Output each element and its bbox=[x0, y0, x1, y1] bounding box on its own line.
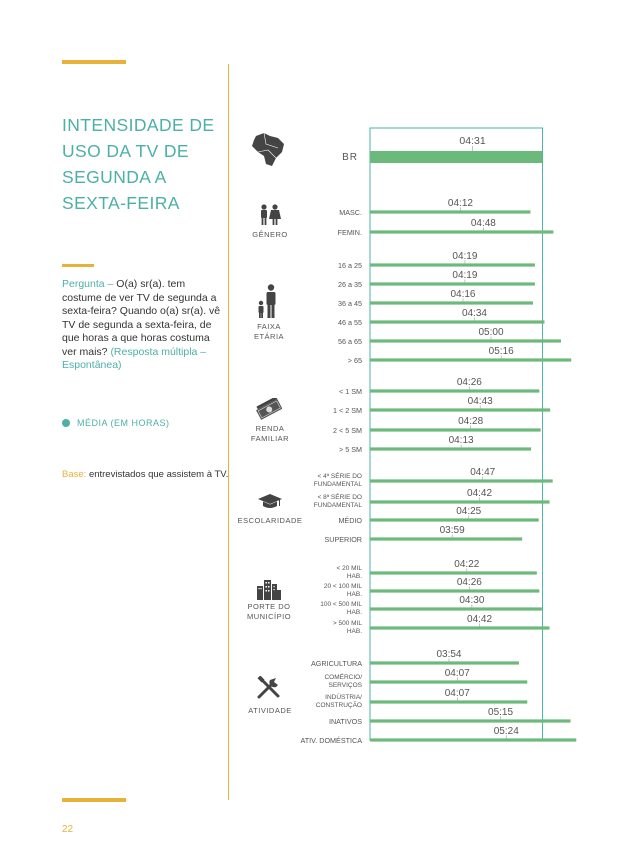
value-label-8: 05:16 bbox=[488, 346, 514, 357]
bar-12 bbox=[370, 447, 531, 450]
bar-14 bbox=[370, 500, 550, 503]
value-label-23: 04:07 bbox=[444, 688, 470, 699]
group-label-renda: RENDA FAMILIAR bbox=[250, 424, 290, 443]
category-label-1: MASC. bbox=[339, 208, 362, 217]
question-label: Pergunta – bbox=[62, 278, 114, 290]
bar-6 bbox=[370, 320, 544, 323]
value-label-20: 04:42 bbox=[467, 614, 493, 625]
group-label-porte: PORTE DO MUNICÍPIO bbox=[246, 602, 292, 621]
category-label-24: INATIVOS bbox=[328, 717, 362, 726]
bar-10 bbox=[370, 408, 550, 411]
category-label-7: 56 a 65 bbox=[338, 337, 362, 346]
bar-1 bbox=[370, 210, 530, 213]
page-title: INTENSIDADE DE USO DA TV DE SEGUNDA A SEXTA-FEIRA bbox=[62, 115, 215, 213]
bar-16 bbox=[370, 537, 522, 540]
category-label-12: > 5 SM bbox=[339, 445, 362, 454]
bar-18 bbox=[370, 589, 539, 592]
category-label-10: 1 < 2 SM bbox=[333, 406, 362, 415]
bar-2 bbox=[370, 230, 553, 233]
value-label-16: 03:59 bbox=[439, 525, 465, 536]
bar-7 bbox=[370, 339, 561, 342]
category-label-17: < 20 MIL HAB. bbox=[336, 565, 362, 580]
group-label-escolaridade: ESCOLARIDADE bbox=[237, 516, 303, 525]
category-label-8: > 65 bbox=[347, 356, 362, 365]
value-label-24: 05:15 bbox=[488, 707, 514, 718]
bar-9 bbox=[370, 389, 539, 392]
category-label-3: 16 a 25 bbox=[338, 261, 362, 270]
bar-8 bbox=[370, 358, 571, 361]
value-label-15: 04:25 bbox=[456, 506, 482, 517]
category-label-13: < 4ª SÉRIE DO FUNDAMENTAL bbox=[313, 473, 362, 488]
category-label-23: INDÚSTRIA/ CONSTRUÇÃO bbox=[315, 694, 362, 709]
value-label-9: 04:26 bbox=[456, 377, 482, 388]
value-label-2: 04:48 bbox=[470, 218, 496, 229]
value-label-12: 04:13 bbox=[448, 435, 474, 446]
value-label-7: 05:00 bbox=[478, 327, 504, 338]
bar-17 bbox=[370, 571, 537, 574]
question-body: O(a) sr(a). tem costume de ver TV de segunda a sexta-feira? Quando o(a) sr(a). vê TV de segunda a sexta-feira, de que horas a que horas costuma ver mais? bbox=[62, 278, 221, 358]
group-label-faixa: FAIXA ETÁRIA bbox=[253, 322, 285, 341]
value-label-22: 04:07 bbox=[444, 668, 470, 679]
page-number: 22 bbox=[62, 824, 74, 835]
category-label-18: 20 < 100 MIL HAB. bbox=[323, 583, 362, 598]
value-label-17: 04:22 bbox=[454, 559, 480, 570]
category-label-0: BR bbox=[342, 152, 358, 163]
value-label-14: 04:42 bbox=[467, 488, 493, 499]
bar-25 bbox=[370, 738, 576, 741]
bar-24 bbox=[370, 719, 571, 722]
bar-0 bbox=[370, 151, 543, 163]
value-label-13: 04:47 bbox=[470, 467, 496, 478]
bar-22 bbox=[370, 680, 527, 683]
value-label-10: 04:43 bbox=[467, 396, 493, 407]
bar-15 bbox=[370, 518, 539, 521]
category-label-9: < 1 SM bbox=[339, 387, 362, 396]
value-label-4: 04:19 bbox=[452, 270, 478, 281]
category-label-16: SUPERIOR bbox=[324, 535, 362, 544]
value-label-0: 04:31 bbox=[459, 135, 486, 147]
bar-19 bbox=[370, 607, 542, 610]
category-label-22: COMÉRCIO/ SERVIÇOS bbox=[324, 674, 362, 689]
category-label-15: MÉDIO bbox=[338, 516, 362, 525]
value-label-11: 04:28 bbox=[458, 416, 484, 427]
bar-4 bbox=[370, 282, 535, 285]
bar-21 bbox=[370, 661, 519, 664]
bar-5 bbox=[370, 301, 533, 304]
bar-20 bbox=[370, 626, 550, 629]
category-label-20: > 500 MIL HAB. bbox=[332, 620, 362, 635]
category-label-21: AGRICULTURA bbox=[311, 659, 362, 668]
value-label-1: 04:12 bbox=[447, 198, 473, 209]
value-label-18: 04:26 bbox=[456, 577, 482, 588]
group-label-atividade: ATIVIDADE bbox=[248, 706, 292, 715]
value-label-25: 05:24 bbox=[493, 726, 519, 737]
legend-label: MÉDIA (EM HORAS) bbox=[77, 418, 170, 428]
value-label-21: 03:54 bbox=[436, 649, 462, 660]
bar-23 bbox=[370, 700, 527, 703]
bar-13 bbox=[370, 479, 553, 482]
category-label-19: 100 < 500 MIL HAB. bbox=[320, 601, 362, 616]
base-text: entrevistados que assistem à TV. bbox=[88, 469, 229, 480]
category-label-5: 36 a 45 bbox=[338, 299, 362, 308]
category-label-11: 2 < 5 SM bbox=[333, 426, 362, 435]
category-label-6: 46 a 55 bbox=[338, 318, 362, 327]
value-label-19: 04:30 bbox=[459, 595, 485, 606]
bar-11 bbox=[370, 428, 541, 431]
value-label-5: 04:16 bbox=[450, 289, 476, 300]
category-label-2: FEMIN. bbox=[337, 228, 362, 237]
category-label-14: < 8ª SÉRIE DO FUNDAMENTAL bbox=[313, 494, 362, 509]
group-label-genero: GÊNERO bbox=[252, 230, 288, 239]
value-label-6: 04:34 bbox=[461, 308, 487, 319]
bar-3 bbox=[370, 263, 535, 266]
value-label-3: 04:19 bbox=[452, 251, 478, 262]
question-note: (Resposta múltipla – Espontânea) bbox=[62, 345, 207, 371]
category-label-4: 26 a 35 bbox=[338, 280, 362, 289]
category-label-25: ATIV. DOMÉSTICA bbox=[300, 736, 362, 745]
base-label: Base: bbox=[62, 469, 87, 480]
